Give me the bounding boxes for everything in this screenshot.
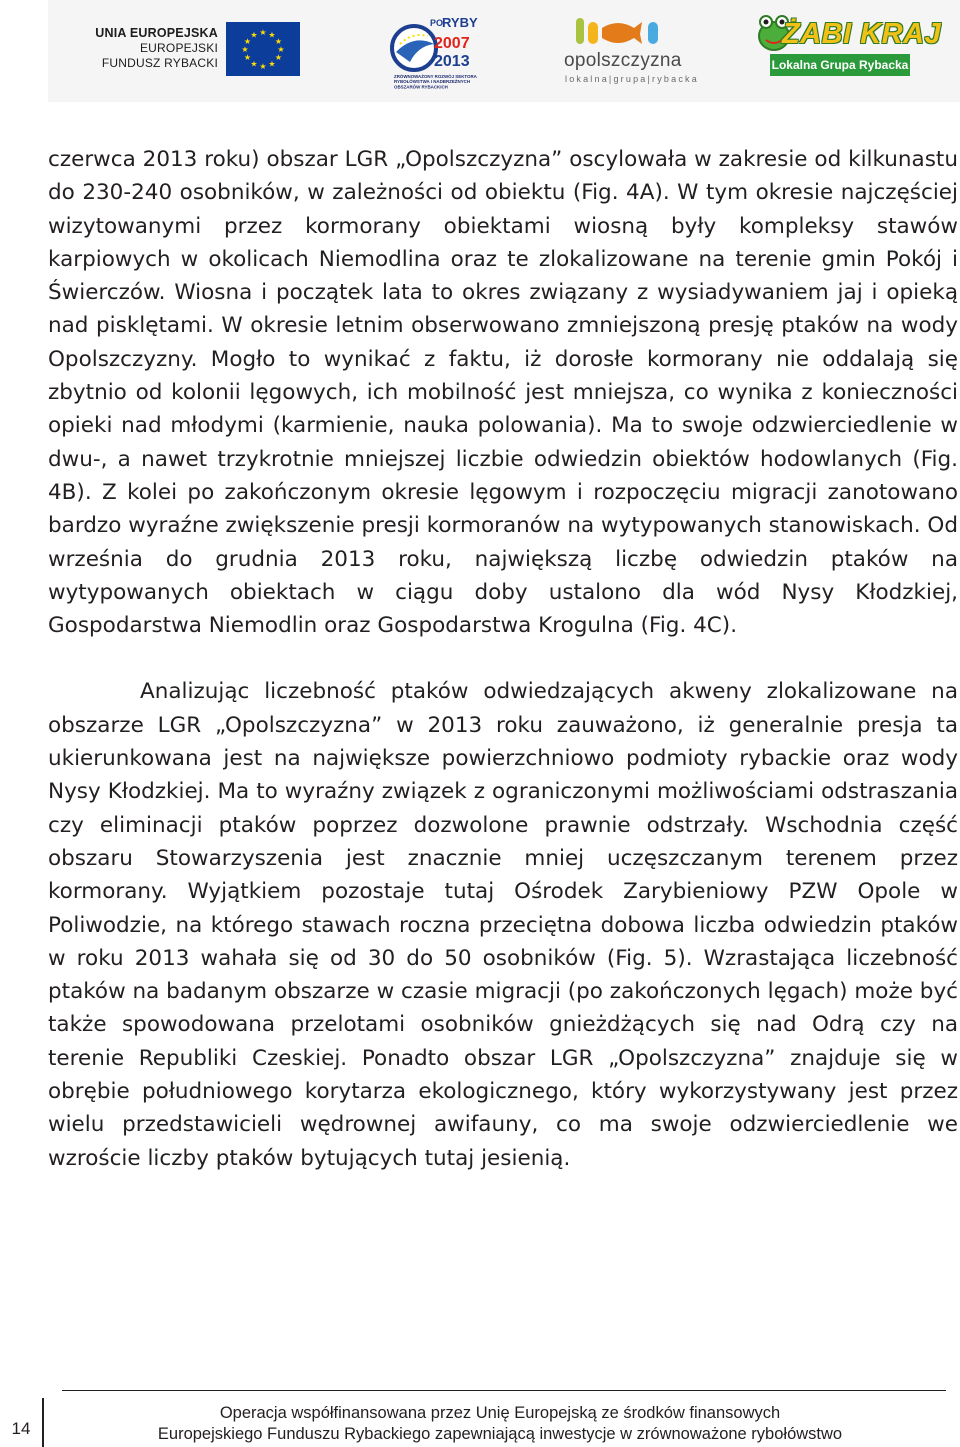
po-ryby-po-label: PO xyxy=(430,18,444,28)
eu-logo-line1: UNIA EUROPEJSKA xyxy=(95,26,218,40)
svg-text:★: ★ xyxy=(277,45,285,54)
po-ryby-emblem-icon xyxy=(390,14,482,74)
svg-text:★: ★ xyxy=(274,53,283,62)
svg-text:★: ★ xyxy=(250,59,258,69)
zabi-kraj-logo xyxy=(760,14,942,78)
page-number-divider xyxy=(42,1398,44,1447)
footer-divider xyxy=(62,1390,946,1391)
eu-logo-line3: FUNDUSZ RYBACKI xyxy=(101,56,218,70)
page-number: 14 xyxy=(11,1419,31,1438)
funding-statement-line1: Operacja współfinansowana przez Unię Europejską ze środków finansowych xyxy=(219,1404,781,1422)
po-ryby-tagline-text: ZRÓWNOWAŻONY ROZWÓJ SEKTORA RYBOŁÓWSTWA I NADBRZEŻNYCH OBSZARÓW RYBACKICH xyxy=(394,74,477,90)
svg-text:★: ★ xyxy=(243,37,252,46)
opolszczyzna-name: opolszczyzna xyxy=(564,50,682,71)
body-paragraph-2: Analizując liczebność ptaków odwiedzających akweny zlokalizowane na obszarze LGR „Opolszczyzna” w 2013 roku zauważono, iż generalnie presja ta ukierunkowana jest na największe powierzchniowo podmioty rybackie oraz wody Nysy Kłodzkiej. Ma to wyraźny związek z ograniczonymi możliwościami odstraszania czy eliminacji ptaków poprzez dozwolone prawnie odstrzały. Wschodnia część obszaru Stowarzyszenia jest znacznie mniej uczęszczanym terenem przez kormorany. Wyjątkiem pozostaje tutaj Ośrodek Zarybieniowy PZW Opole w Poliwodzie, na którego stawach roczna przeciętna dobowa liczba odwiedzin ptaków w roku 2013 wahała się od 30 do 50 osobników (Fig. 5). Wzrastająca liczebność ptaków na badanym obszarze w czasie migracji (po zakończonych lęgach) może być także spowodowana przelotami osobników gnieżdżących się nad Odrą czy na terenie Republiki Czeskiej. Ponadto obszar LGR „Opolszczyzna” znajduje się w obrębie południowego korytarza ekologicznego, który wykorzystywany jest przez wielu przedstawicieli wędrownej awifauny, co ma swoje odzwierciedlenie we wzroście liczby ptaków bytujących tutaj jesienią. xyxy=(48,679,958,1171)
svg-text:★: ★ xyxy=(243,53,252,62)
svg-text:★: ★ xyxy=(241,45,249,54)
svg-text:★: ★ xyxy=(259,28,267,37)
opolszczyzna-logo xyxy=(564,14,699,84)
zabi-kraj-name: ŻABI KRAJ xyxy=(782,18,942,50)
opolszczyzna-fish-icon xyxy=(566,14,676,48)
po-ryby-ryby-label: RYBY xyxy=(442,15,478,30)
po-ryby-tagline xyxy=(394,74,486,119)
svg-text:★: ★ xyxy=(268,59,276,69)
opolszczyzna-subtitle: lokalna|grupa|rybacka xyxy=(565,74,699,84)
body-paragraph-1: czerwca 2013 roku) obszar LGR „Opolszczyzna” oscylowała w zakresie od kilkunastu do 230-240 osobników, w zależności od obiektu (Fig. 4A). W tym okresie najczęściej wizytowanymi przez kormorany obiektami wiosną były kompleksy stawów karpiowych w okolicach Niemodlina oraz te zlokalizowane na terenie gmin Pokój i Świerczów. Wiosna i początek lata to okres związany z wysiadywaniem jaj i opieką nad pisklętami. W okresie letnim obserwowano zmniejszoną presję ptaków na wody Opolszczyzny. Mogło to wynikać z faktu, iż dorosłe kormorany nie oddalają się zbytnio od kolonii lęgowych, ich mobilność jest mniejsza, co wynika z konieczności opieki nad młodymi (karmienie, nauka polowania). Ma to swoje odzwierciedlenie w dwu-, a nawet trzykrotnie mniejszej liczbie odwiedzin obiektów hodowlanych (Fig. 4B). Z kolei po zakończonym okresie lęgowym i rozpoczęciu migracji zanotowano bardzo wyraźne zwiększenie presji kormoranów na wytypowanych stanowiskach. Od września do grudnia 2013 roku, największą liczbę odwiedzin ptaków na wytypowanych obiektach w ciągu doby ustalono dla wód Nysy Kłodzkiej, Gospodarstwa Niemodlin oraz Gospodarstwa Krogulna (Fig. 4C). xyxy=(48,147,958,639)
eu-stars-icon xyxy=(226,22,300,76)
svg-text:★: ★ xyxy=(268,30,276,40)
eu-flag-icon xyxy=(226,22,300,76)
svg-text:★: ★ xyxy=(259,62,267,71)
eu-logo-line2: EUROPEJSKI xyxy=(139,41,218,55)
po-ryby-logo xyxy=(390,14,482,90)
po-ryby-year-label: 2007 xyxy=(434,35,470,52)
po-ryby-year2-label: 2013 xyxy=(434,53,470,70)
eu-fund-logo-text xyxy=(48,26,218,71)
funding-statement-line2: Europejskiego Funduszu Rybackiego zapewniającą inwestycje w zrównoważone rybołówstwo xyxy=(157,1425,843,1443)
zabi-kraj-subtitle: Lokalna Grupa Rybacka xyxy=(770,54,910,76)
svg-text:★: ★ xyxy=(274,37,283,46)
funding-statement xyxy=(100,1403,900,1445)
document-body xyxy=(48,143,958,1175)
svg-text:★: ★ xyxy=(250,30,258,40)
